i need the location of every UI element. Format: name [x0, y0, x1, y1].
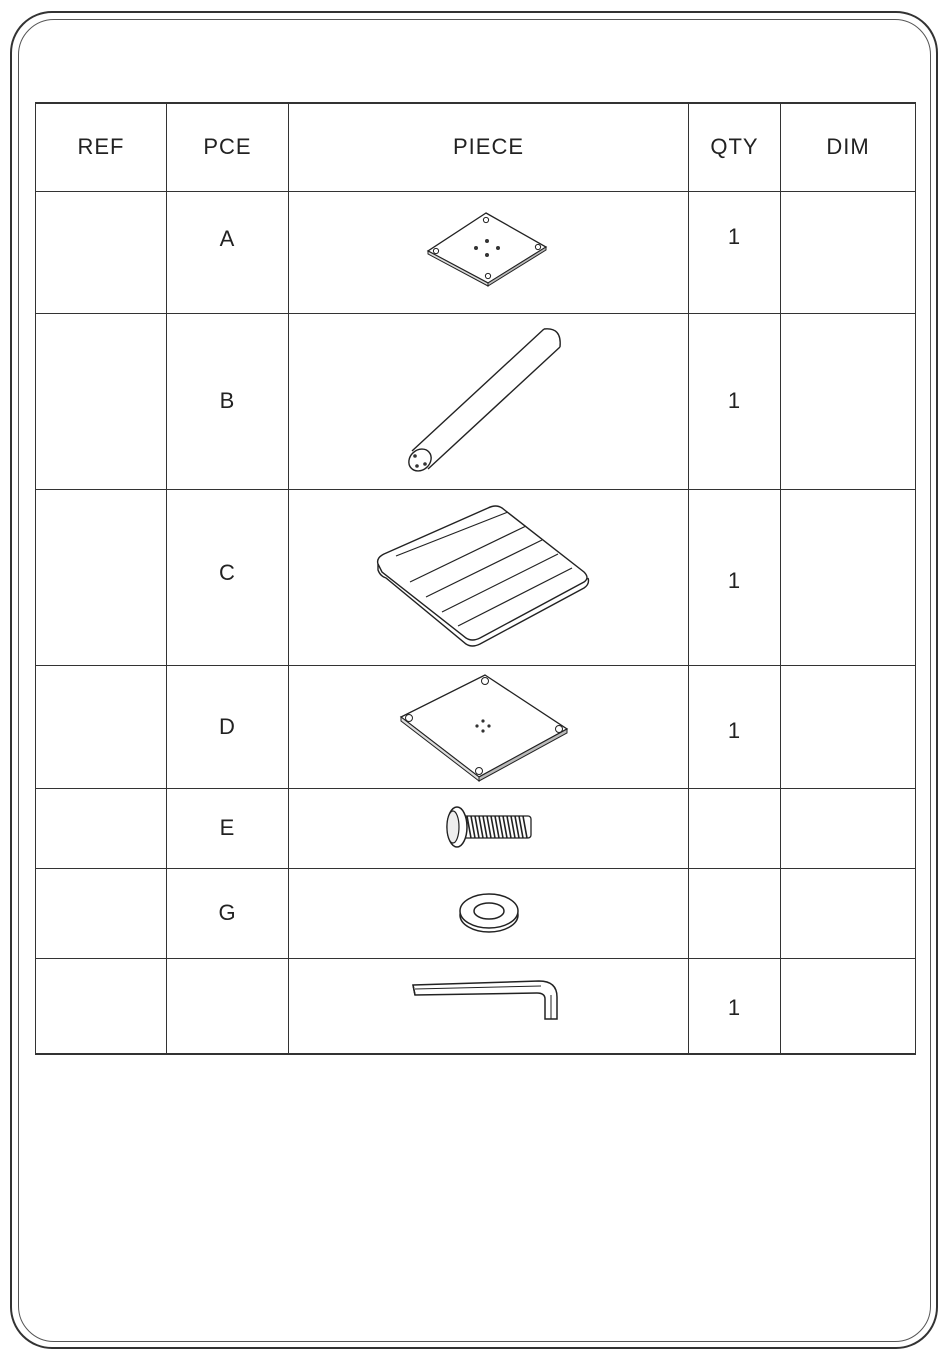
piece-cell	[289, 191, 689, 313]
square-base-plate-icon	[399, 669, 579, 784]
qty-cell: 1	[689, 313, 781, 489]
piece-cell	[289, 489, 689, 665]
ref-cell	[36, 665, 167, 788]
table-row	[36, 489, 916, 665]
slatted-square-tabletop-icon	[374, 502, 604, 652]
pce-cell: A	[167, 191, 289, 313]
piece-cell	[289, 788, 689, 868]
dim-cell	[781, 868, 916, 958]
ref-cell	[36, 313, 167, 489]
dim-cell	[781, 788, 916, 868]
table-header-row	[36, 103, 916, 191]
table-row	[36, 788, 916, 868]
table-row	[36, 958, 916, 1054]
ref-cell	[36, 191, 167, 313]
dim-cell	[781, 191, 916, 313]
piece-cell	[289, 958, 689, 1054]
dim-cell	[781, 489, 916, 665]
allen-key-icon	[409, 975, 569, 1025]
square-mounting-plate-icon	[424, 207, 554, 297]
dim-cell	[781, 313, 916, 489]
washer-icon	[454, 888, 524, 938]
piece-cell	[289, 868, 689, 958]
header-dim: DIM	[781, 103, 916, 191]
table-row	[36, 191, 916, 313]
parts-list-table	[35, 102, 916, 1055]
pce-cell	[167, 958, 289, 1054]
tubular-pole-icon	[404, 321, 574, 481]
ref-cell	[36, 958, 167, 1054]
ref-cell	[36, 868, 167, 958]
header-ref: REF	[36, 103, 167, 191]
header-piece: PIECE	[289, 103, 689, 191]
table-row	[36, 665, 916, 788]
header-pce: PCE	[167, 103, 289, 191]
qty-cell: 1	[689, 191, 781, 313]
ref-cell	[36, 489, 167, 665]
qty-cell: 1	[689, 489, 781, 665]
ref-cell	[36, 788, 167, 868]
pce-cell: G	[167, 868, 289, 958]
qty-cell	[689, 788, 781, 868]
pce-cell: B	[167, 313, 289, 489]
piece-cell	[289, 665, 689, 788]
pce-cell: D	[167, 665, 289, 788]
piece-cell	[289, 313, 689, 489]
header-qty: QTY	[689, 103, 781, 191]
bolt-icon	[439, 803, 539, 853]
qty-cell	[689, 868, 781, 958]
qty-cell: 1	[689, 665, 781, 788]
dim-cell	[781, 665, 916, 788]
pce-cell: C	[167, 489, 289, 665]
qty-cell: 1	[689, 958, 781, 1054]
table-row	[36, 313, 916, 489]
table-row	[36, 868, 916, 958]
dim-cell	[781, 958, 916, 1054]
pce-cell: E	[167, 788, 289, 868]
